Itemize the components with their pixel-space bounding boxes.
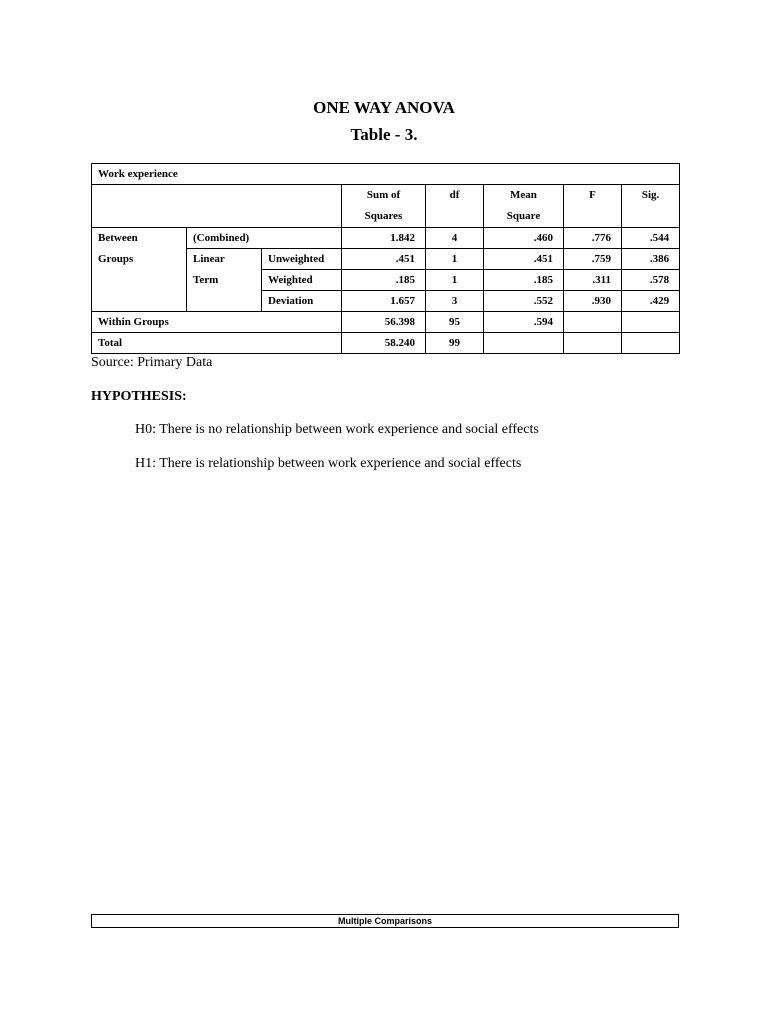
multiple-comparisons-caption: Multiple Comparisons <box>91 914 679 928</box>
table-title: Table - 3. <box>350 125 418 144</box>
cell-empty <box>622 333 680 354</box>
header-sum-of-squares: Sum of Squares <box>342 185 426 228</box>
cell-combined-ss: 1.842 <box>342 228 426 249</box>
row-label-weighted: Weighted <box>262 270 342 291</box>
document-title: ONE WAY ANOVA <box>313 98 455 117</box>
cell-deviation-ms: .552 <box>484 291 564 312</box>
table-row-combined <box>92 228 680 249</box>
cell-unweighted-f: .759 <box>564 249 622 270</box>
cell-empty <box>622 312 680 333</box>
header-f: F <box>564 185 622 228</box>
header-sig: Sig. <box>622 185 680 228</box>
row-label-groups: Groups <box>92 249 187 270</box>
cell-weighted-ss: .185 <box>342 270 426 291</box>
table-row-weighted <box>92 270 680 291</box>
row-label-blank <box>92 270 187 291</box>
header-mean-square: Mean Square <box>484 185 564 228</box>
cell-unweighted-ss: .451 <box>342 249 426 270</box>
cell-within-df: 95 <box>426 312 484 333</box>
row-label-blank <box>187 291 262 312</box>
cell-within-ms: .594 <box>484 312 564 333</box>
cell-deviation-ss: 1.657 <box>342 291 426 312</box>
header-df: df <box>426 185 484 228</box>
row-label-total: Total <box>92 333 342 354</box>
cell-within-ss: 56.398 <box>342 312 426 333</box>
cell-unweighted-sig: .386 <box>622 249 680 270</box>
cell-unweighted-df: 1 <box>426 249 484 270</box>
table-caption-row <box>92 164 680 185</box>
cell-combined-sig: .544 <box>622 228 680 249</box>
source-note: Source: Primary Data <box>91 355 213 370</box>
cell-deviation-f: .930 <box>564 291 622 312</box>
table-row-unweighted <box>92 249 680 270</box>
cell-unweighted-ms: .451 <box>484 249 564 270</box>
cell-empty <box>484 333 564 354</box>
row-label-linear: Linear <box>187 249 262 270</box>
cell-deviation-sig: .429 <box>622 291 680 312</box>
row-label-blank <box>92 291 187 312</box>
header-blank <box>92 185 342 228</box>
row-label-within: Within Groups <box>92 312 342 333</box>
row-label-unweighted: Unweighted <box>262 249 342 270</box>
cell-weighted-ms: .185 <box>484 270 564 291</box>
cell-total-df: 99 <box>426 333 484 354</box>
row-label-deviation: Deviation <box>262 291 342 312</box>
cell-combined-f: .776 <box>564 228 622 249</box>
cell-weighted-sig: .578 <box>622 270 680 291</box>
cell-deviation-df: 3 <box>426 291 484 312</box>
hypothesis-heading: HYPOTHESIS: <box>91 389 187 404</box>
table-row-total <box>92 333 680 354</box>
table-caption: Work experience <box>92 164 680 185</box>
row-label-between: Between <box>92 228 187 249</box>
cell-weighted-df: 1 <box>426 270 484 291</box>
cell-weighted-f: .311 <box>564 270 622 291</box>
cell-combined-df: 4 <box>426 228 484 249</box>
table-row-within <box>92 312 680 333</box>
anova-table <box>91 163 680 354</box>
table-header-row <box>92 185 680 228</box>
cell-empty <box>564 312 622 333</box>
null-hypothesis: H0: There is no relationship between work experience and social effects <box>135 422 539 437</box>
cell-empty <box>564 333 622 354</box>
table-row-deviation <box>92 291 680 312</box>
cell-combined-ms: .460 <box>484 228 564 249</box>
cell-total-ss: 58.240 <box>342 333 426 354</box>
row-label-term: Term <box>187 270 262 291</box>
row-label-combined: (Combined) <box>187 228 342 249</box>
alternative-hypothesis: H1: There is relationship between work experience and social effects <box>135 456 522 471</box>
